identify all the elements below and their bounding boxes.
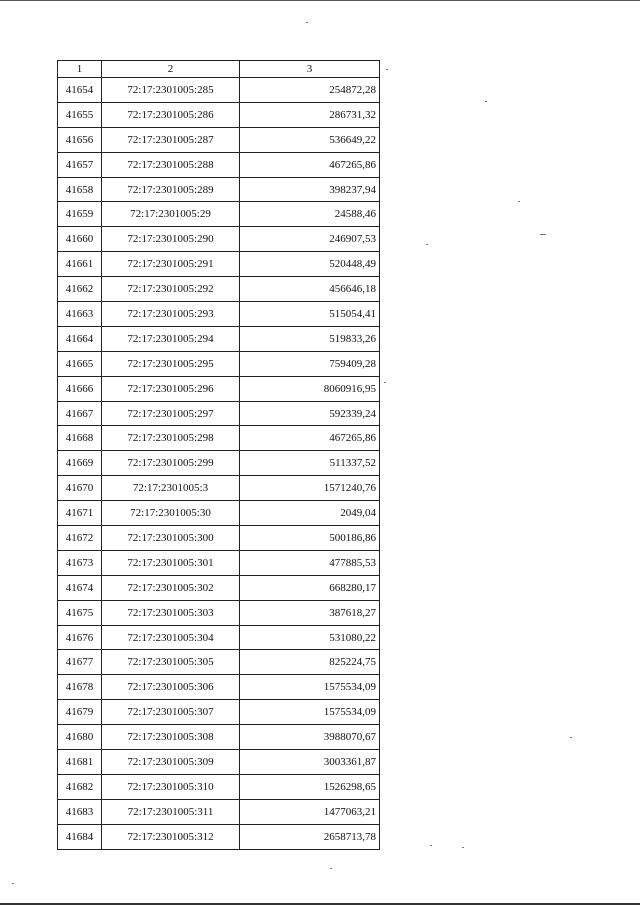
cadastral-value: 519833,26 — [240, 326, 380, 351]
cadastral-value: 2049,04 — [240, 501, 380, 526]
cadastral-value: 515054,41 — [240, 302, 380, 327]
cadastral-number: 72:17:2301005:294 — [102, 326, 240, 351]
scan-speck — [462, 847, 464, 848]
scan-speck — [485, 101, 487, 102]
scan-speck — [518, 201, 520, 202]
row-number: 41671 — [58, 501, 102, 526]
row-number: 41678 — [58, 675, 102, 700]
cadastral-value: 1575534,09 — [240, 700, 380, 725]
cadastral-number: 72:17:2301005:302 — [102, 575, 240, 600]
cadastral-number: 72:17:2301005:306 — [102, 675, 240, 700]
row-number: 41669 — [58, 451, 102, 476]
cadastral-value: 456646,18 — [240, 277, 380, 302]
cadastral-number: 72:17:2301005:292 — [102, 277, 240, 302]
table-row — [58, 351, 380, 376]
cadastral-value-table — [57, 60, 380, 850]
cadastral-number: 72:17:2301005:285 — [102, 78, 240, 103]
table-row — [58, 799, 380, 824]
cadastral-number: 72:17:2301005:297 — [102, 401, 240, 426]
scan-speck — [426, 244, 428, 245]
table-row — [58, 824, 380, 849]
table-row — [58, 426, 380, 451]
cadastral-number: 72:17:2301005:299 — [102, 451, 240, 476]
table-body — [58, 78, 380, 850]
cadastral-value: 500186,86 — [240, 526, 380, 551]
cadastral-value: 254872,28 — [240, 78, 380, 103]
cadastral-number: 72:17:2301005:30 — [102, 501, 240, 526]
table-row — [58, 750, 380, 775]
cadastral-number: 72:17:2301005:287 — [102, 127, 240, 152]
row-number: 41682 — [58, 774, 102, 799]
table-row — [58, 675, 380, 700]
cadastral-number: 72:17:2301005:305 — [102, 650, 240, 675]
cadastral-number: 72:17:2301005:304 — [102, 625, 240, 650]
column-header-3: 3 — [240, 61, 380, 78]
table-row — [58, 451, 380, 476]
cadastral-value: 520448,49 — [240, 252, 380, 277]
table-row — [58, 127, 380, 152]
table-row — [58, 725, 380, 750]
cadastral-value: 246907,53 — [240, 227, 380, 252]
row-number: 41668 — [58, 426, 102, 451]
scan-speck — [12, 883, 14, 884]
row-number: 41681 — [58, 750, 102, 775]
row-number: 41659 — [58, 202, 102, 227]
table-row — [58, 78, 380, 103]
column-header-2: 2 — [102, 61, 240, 78]
cadastral-value: 398237,94 — [240, 177, 380, 202]
cadastral-number: 72:17:2301005:293 — [102, 302, 240, 327]
cadastral-number: 72:17:2301005:309 — [102, 750, 240, 775]
cadastral-value: 1575534,09 — [240, 675, 380, 700]
table-row — [58, 202, 380, 227]
row-number: 41657 — [58, 152, 102, 177]
table-row — [58, 302, 380, 327]
cadastral-number: 72:17:2301005:307 — [102, 700, 240, 725]
cadastral-value: 825224,75 — [240, 650, 380, 675]
row-number: 41666 — [58, 376, 102, 401]
cadastral-number: 72:17:2301005:310 — [102, 774, 240, 799]
cadastral-number: 72:17:2301005:312 — [102, 824, 240, 849]
cadastral-number: 72:17:2301005:311 — [102, 799, 240, 824]
table-row — [58, 650, 380, 675]
table-row — [58, 376, 380, 401]
cadastral-number: 72:17:2301005:289 — [102, 177, 240, 202]
row-number: 41665 — [58, 351, 102, 376]
table-row — [58, 326, 380, 351]
table-row — [58, 227, 380, 252]
cadastral-number: 72:17:2301005:301 — [102, 550, 240, 575]
table-header-row — [58, 61, 380, 78]
cadastral-number: 72:17:2301005:291 — [102, 252, 240, 277]
row-number: 41667 — [58, 401, 102, 426]
cadastral-value: 2658713,78 — [240, 824, 380, 849]
scan-speck — [384, 382, 386, 383]
scan-speck — [386, 69, 388, 70]
row-number: 41658 — [58, 177, 102, 202]
cadastral-value: 1526298,65 — [240, 774, 380, 799]
cadastral-number: 72:17:2301005:300 — [102, 526, 240, 551]
row-number: 41680 — [58, 725, 102, 750]
column-header-1: 1 — [58, 61, 102, 78]
row-number: 41656 — [58, 127, 102, 152]
cadastral-value: 8060916,95 — [240, 376, 380, 401]
scan-speck — [540, 234, 546, 235]
table-row — [58, 526, 380, 551]
table-row — [58, 501, 380, 526]
cadastral-value: 1477063,21 — [240, 799, 380, 824]
cadastral-number: 72:17:2301005:298 — [102, 426, 240, 451]
cadastral-value: 511337,52 — [240, 451, 380, 476]
scan-speck — [570, 737, 572, 738]
table-row — [58, 177, 380, 202]
row-number: 41664 — [58, 326, 102, 351]
cadastral-value: 3988070,67 — [240, 725, 380, 750]
cadastral-number: 72:17:2301005:303 — [102, 600, 240, 625]
table-row — [58, 401, 380, 426]
row-number: 41655 — [58, 102, 102, 127]
row-number: 41675 — [58, 600, 102, 625]
cadastral-value: 1571240,76 — [240, 476, 380, 501]
row-number: 41662 — [58, 277, 102, 302]
cadastral-value: 759409,28 — [240, 351, 380, 376]
cadastral-value: 467265,86 — [240, 152, 380, 177]
cadastral-number: 72:17:2301005:296 — [102, 376, 240, 401]
table-row — [58, 774, 380, 799]
cadastral-value: 531080,22 — [240, 625, 380, 650]
row-number: 41672 — [58, 526, 102, 551]
cadastral-number: 72:17:2301005:290 — [102, 227, 240, 252]
cadastral-value: 387618,27 — [240, 600, 380, 625]
scan-speck — [306, 22, 308, 23]
row-number: 41677 — [58, 650, 102, 675]
row-number: 41684 — [58, 824, 102, 849]
row-number: 41679 — [58, 700, 102, 725]
table-row — [58, 476, 380, 501]
cadastral-value: 668280,17 — [240, 575, 380, 600]
table-row — [58, 550, 380, 575]
cadastral-value: 592339,24 — [240, 401, 380, 426]
row-number: 41676 — [58, 625, 102, 650]
cadastral-number: 72:17:2301005:295 — [102, 351, 240, 376]
table-row — [58, 700, 380, 725]
cadastral-value: 24588,46 — [240, 202, 380, 227]
row-number: 41674 — [58, 575, 102, 600]
cadastral-value: 467265,86 — [240, 426, 380, 451]
cadastral-number: 72:17:2301005:308 — [102, 725, 240, 750]
table-row — [58, 152, 380, 177]
cadastral-value: 286731,32 — [240, 102, 380, 127]
row-number: 41670 — [58, 476, 102, 501]
row-number: 41673 — [58, 550, 102, 575]
row-number: 41663 — [58, 302, 102, 327]
table-row — [58, 252, 380, 277]
scan-speck — [430, 845, 432, 846]
cadastral-value: 3003361,87 — [240, 750, 380, 775]
table-row — [58, 277, 380, 302]
cadastral-number: 72:17:2301005:286 — [102, 102, 240, 127]
cadastral-number: 72:17:2301005:29 — [102, 202, 240, 227]
cadastral-number: 72:17:2301005:3 — [102, 476, 240, 501]
table-row — [58, 575, 380, 600]
table-row — [58, 102, 380, 127]
scan-speck — [330, 868, 332, 869]
cadastral-value: 477885,53 — [240, 550, 380, 575]
row-number: 41683 — [58, 799, 102, 824]
cadastral-number: 72:17:2301005:288 — [102, 152, 240, 177]
row-number: 41654 — [58, 78, 102, 103]
table-row — [58, 600, 380, 625]
row-number: 41661 — [58, 252, 102, 277]
row-number: 41660 — [58, 227, 102, 252]
table-row — [58, 625, 380, 650]
cadastral-value: 536649,22 — [240, 127, 380, 152]
